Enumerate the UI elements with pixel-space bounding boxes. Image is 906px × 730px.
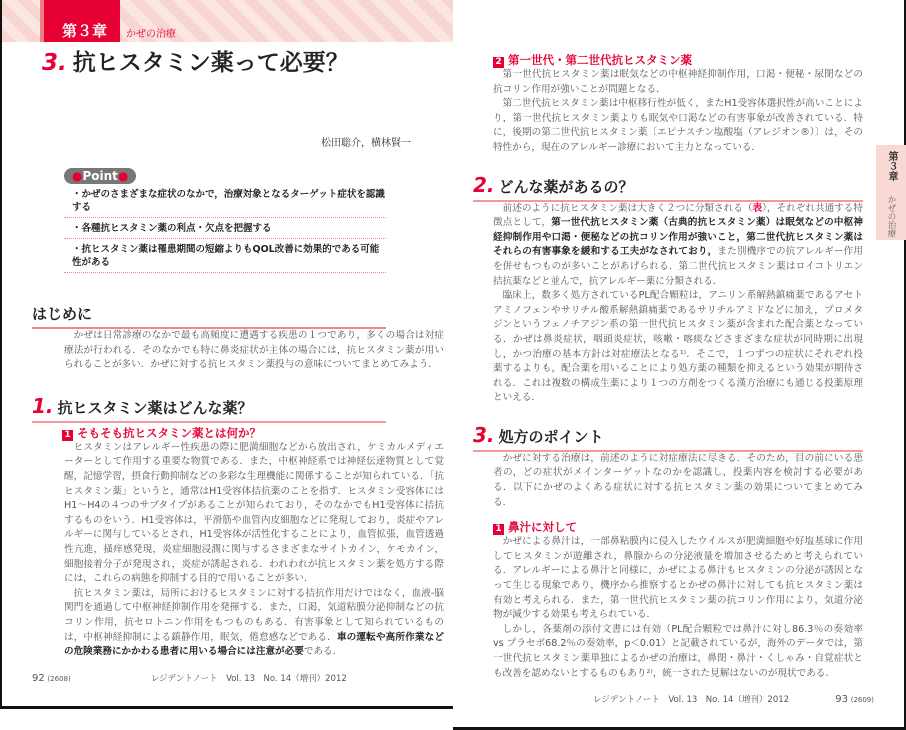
point-item: ・抗ヒスタミン薬は罹患期間の短縮よりもQOL改善に効果的である可能性がある [64,239,386,273]
section-2-body: 前述のように抗ヒスタミン薬は大きく２つに分類される（表），それぞれ共通する特徴点として，第一世代抗ヒスタミン薬（古典的抗ヒスタミン薬）は眠気などの中枢神経抑制作用や口渇・便秘などの抗コリン作用が強いこと，第二世代抗ヒスタミン薬はそれらの有害事象を緩和する工夫がなされており，また別機序での抗アレルギー作用を併せもつものが多いことがあげられる．第二世代抗ヒスタミン薬はロイコトリエン拮抗薬などと並んで，抗アレルギー薬に分類される． 臨床上，数多く処方されているPL配合顆粒は，アニリン系解熱鎮痛薬であるアセトアミノフェンやサリチル酸系解熱鎮痛薬であるサリチルアミドなどに加え，プロメタジンというフェノチアジン系の第一世代抗ヒスタミン薬が含まれた配合薬となっている．かぜは鼻炎症状，咽頭炎症状，咳嗽・喀痰などさまざまな症状が同時期に出現し，かつ治療の基本方針は対症療法となる¹⁾．そこで，１つずつの症状にそれぞれ投薬するよりも，配合薬を用いることにより処方薬の種類を抑えるという効果が期待される．これは複数の構成生薬により１つの方剤をつくる漢方治療にも通じる投薬原理といえる． [493,202,864,404]
authors: 松田聡介，横林賢一 [321,138,411,149]
point-label: ●Point● [64,168,136,184]
side-chapter-tab [876,145,906,240]
section-1-body: ヒスタミンはアレルギー性疾患の際に肥満細胞などから放出され，ケミカルメディエーターとして作用する重要な物質である．また，中枢神経系では神経伝達物質として覚醒，記憶学習，摂食行動抑制などの多彩な生理機能に関係することが知られている．「抗ヒスタミン薬」というと，通常はH1受容体拮抗薬のことを指す．ヒスタミン受容体にはH1～H4の４つのサブタイプがあることが知られており，そのなかでもH1受容体に拮抗するものをいう．H1受容体は，平滑筋や血管内皮細胞などに発現しており，炎症やアレルギーに関与しているとされ，H1受容体が活性化することにより，血管拡張，血管透過性亢進，掻痒感発現，炎症細胞浸潤に関与するさまざまなサイトカイン，ケモカイン，細胞接着分子が発現され，炎症が誘起される．われわれが抗ヒスタミン薬を処方する際には，これらの病態を抑制する目的で用いることが多い． 抗ヒスタミン薬は，局所におけるヒスタミンに対する拮抗作用だけではなく，血液-脳関門を通過して中枢神経抑制作用を発揮する．また，口渇，気道粘膜分泌抑制などの抗コリン作用，抗セロトニン作用をもつものもある．有害事象として知られているものは，中枢神経抑制による鎮静作用，眠気，倦怠感などである．車の運転や高所作業などの危険業務にかかわる患者に用いる場合には注意が必要である． [64,441,445,658]
subsection-1-2-heading: 2 第一世代・第二世代抗ヒスタミン薬 [493,53,904,68]
side-chapter-subtitle: かぜの治療 [886,195,896,238]
section-3-body: かぜに対する治療は，前述のように対症療法に尽きる．そのため，目の前にいる患者の，どの症状がメインターゲットなのかを認識し，投薬内容を検討する必要がある．以下にかぜのよくある症状に対する抗ヒスタミン薬の効果についてまとめてみる． [493,452,863,508]
section-2-heading: 2. どんな薬があるの？ [473,174,863,202]
left-page [0,0,453,709]
section-1-heading: 1. 抗ヒスタミン薬はどんな薬？ [32,395,386,423]
subsection-3-1-body: かぜによる鼻汁は，一部鼻粘膜内に侵入したウイルスが肥満細胞や好塩基球に作用してヒスタミンが遊離され，鼻腺からの分泌液量を増加させるためと考えられている．アレルギーによる鼻汁と同様に，かぜによる鼻汁もヒスタミンの分泌が誘因となって生じる現象であり，機序から推察するとかぜの鼻汁に対しても抗ヒスタミン薬は有効と考えられる．また，第一世代抗ヒスタミン薬の抗コリン作用により，気道分泌物が減少する効果も考えられている． しかし，各薬剤の添付文書には有効（PL配合顆粒では鼻汁に対し86.3％の奏効率 vs プラセボ68.2％の奏効率，p＜0.01）と記載されているが，海外のデータでは，第一世代抗ヒスタミン薬単独によるかぜの治療は，鼻閉・鼻汁・くしゃみ・自覚症状とも改善を認めないとするものもあり²⁾，統一された見解はないのが現状である． [493,536,863,679]
chapter-label: 第３章 [40,0,120,42]
point-item: ・各種抗ヒスタミン薬の利点・欠点を把握する [64,218,386,239]
chapter-subtitle: かぜの治療 [126,29,176,40]
journal-footer: レジデントノート Vol. 13 No. 14（増刊）2012 [593,695,790,706]
page-number: 92 (2608) [32,672,71,684]
chapter-header-band [2,0,453,42]
journal-footer: レジデントノート Vol. 13 No. 14（増刊）2012 [150,673,347,684]
left-footer [2,660,453,706]
subsection-1-1-heading: 1 そもそも抗ヒスタミン薬とは何か？ [62,426,453,441]
side-chapter-label: 第３章 [886,151,897,181]
subsection-1-2-body: 第一世代抗ヒスタミン薬は眠気などの中枢神経抑制作用，口渇・便秘・尿閉などの抗コリン作用が強いことが問題となる． 第二世代抗ヒスタミン薬は中枢移行性が低く，またH1受容体選択性が高いことにより，第一世代抗ヒスタミン薬よりも眠気や口渇などの有害事象が改善されている．特に，後期の第二世代抗ヒスタミン薬〔エピナスチン塩酸塩（アレジオン®）〕は，その特性から，現在のアレルギー診療において主力となっている． [493,69,863,153]
right-footer [453,681,904,727]
right-page [453,0,906,730]
section-3-heading: 3. 処方のポイント [473,424,863,452]
intro-heading: はじめに [32,303,386,329]
subsection-3-1-heading: 1 鼻汁に対して [493,520,904,535]
point-item: ・かぜのさまざまな症状のなかで，治療対象となるターゲット症状を認識する [64,184,386,218]
table-reference-link[interactable]: 表 [752,202,763,214]
page-number: 93 (2609) [835,694,874,706]
intro-text: かぜは日常診療のなかで最も高頻度に遭遇する疾患の１つであり，多くの場合は対症療法が行われる．そのなかでも特に鼻炎症状が主体の場合には，抗ヒスタミン薬が用いられることが多い．かぜに対する抗ヒスタミン薬投与の意味についてまとめてみよう． [64,330,444,371]
point-box [64,165,386,273]
article-title: 3. 抗ヒスタミン薬って必要？ [42,50,349,76]
